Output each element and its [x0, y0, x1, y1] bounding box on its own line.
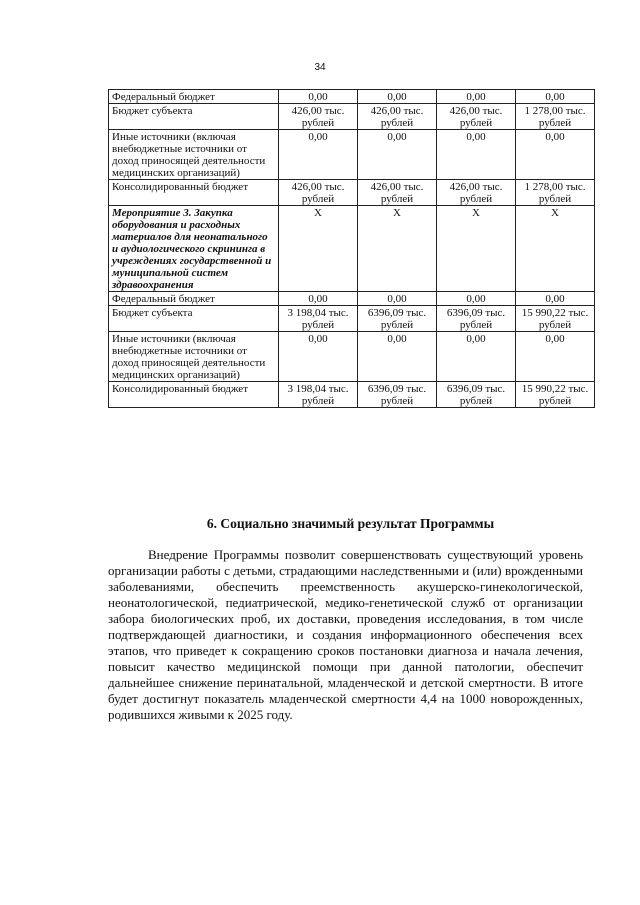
value-cell: 0,00 [437, 332, 516, 382]
value-cell: 15 990,22 тыс. рублей [516, 382, 595, 408]
budget-table-body [109, 90, 595, 408]
table-row [109, 306, 595, 332]
table-row [109, 130, 595, 180]
value-cell: 426,00 тыс. рублей [279, 104, 358, 130]
value-cell: 0,00 [358, 332, 437, 382]
row-label-cell: Федеральный бюджет [109, 90, 279, 104]
value-cell: 0,00 [437, 292, 516, 306]
value-cell: 426,00 тыс. рублей [358, 180, 437, 206]
value-cell: 0,00 [516, 90, 595, 104]
section-paragraph: Внедрение Программы позволит совершенствовать существующий уровень организации работы с детьми, страдающими наследственными и (или) врожденными заболеваниями, обеспечить преемственность акушерско-гинекологической, неонатологической, педиатрической, медико-генетической служб от организации забора биологических проб, их доставки, проведения исследования, в том числе подтверждающей диагностики, и создания информационного обеспечения всех этапов, что приведет к сокращению сроков постановки диагноза и начала лечения, повысит качество медицинской помощи при данной патологии, обеспечит дальнейшее снижение перинатальной, младенческой и детской смертности. В итоге будет достигнут показатель младенческой смертности 4,4 на 1000 новорожденных, родившихся живыми к 2025 году. [108, 547, 583, 722]
value-cell: Х [358, 206, 437, 292]
value-cell: 1 278,00 тыс. рублей [516, 180, 595, 206]
value-cell: 0,00 [358, 130, 437, 180]
value-cell: 3 198,04 тыс. рублей [279, 382, 358, 408]
table-row [109, 292, 595, 306]
value-cell: 0,00 [279, 130, 358, 180]
value-cell: 0,00 [358, 292, 437, 306]
value-cell: 0,00 [279, 292, 358, 306]
value-cell: Х [279, 206, 358, 292]
value-cell: 426,00 тыс. рублей [279, 180, 358, 206]
table-row [109, 382, 595, 408]
value-cell: 0,00 [279, 90, 358, 104]
value-cell: Х [516, 206, 595, 292]
measure-title-cell: Мероприятие 3. Закупка оборудования и расходных материалов для неонатального и аудиологического скрининга в учреждениях государственной и муниципальной систем здравоохранения [109, 206, 279, 292]
value-cell: Х [437, 206, 516, 292]
value-cell: 0,00 [516, 130, 595, 180]
table-row [109, 332, 595, 382]
row-label-cell: Консолидированный бюджет [109, 180, 279, 206]
value-cell: 0,00 [516, 292, 595, 306]
table-row [109, 180, 595, 206]
row-label-cell: Бюджет субъекта [109, 104, 279, 130]
row-label-cell: Бюджет субъекта [109, 306, 279, 332]
value-cell: 0,00 [516, 332, 595, 382]
value-cell: 6396,09 тыс. рублей [358, 382, 437, 408]
value-cell: 426,00 тыс. рублей [358, 104, 437, 130]
table-row [109, 206, 595, 292]
table-row [109, 90, 595, 104]
value-cell: 6396,09 тыс. рублей [437, 382, 516, 408]
table-row [109, 104, 595, 130]
value-cell: 6396,09 тыс. рублей [358, 306, 437, 332]
value-cell: 0,00 [437, 90, 516, 104]
value-cell: 3 198,04 тыс. рублей [279, 306, 358, 332]
budget-table [108, 89, 595, 408]
value-cell: 426,00 тыс. рублей [437, 104, 516, 130]
value-cell: 0,00 [279, 332, 358, 382]
row-label-cell: Иные источники (включая внебюджетные источники от доход приносящей деятельности медицинских организаций) [109, 332, 279, 382]
value-cell: 0,00 [437, 130, 516, 180]
value-cell: 426,00 тыс. рублей [437, 180, 516, 206]
row-label-cell: Иные источники (включая внебюджетные источники от доход приносящей деятельности медицинских организаций) [109, 130, 279, 180]
row-label-cell: Консолидированный бюджет [109, 382, 279, 408]
page-number: 34 [314, 62, 326, 73]
value-cell: 0,00 [358, 90, 437, 104]
value-cell: 15 990,22 тыс. рублей [516, 306, 595, 332]
value-cell: 1 278,00 тыс. рублей [516, 104, 595, 130]
section-heading: 6. Социально значимый результат Программы [206, 516, 495, 531]
row-label-cell: Федеральный бюджет [109, 292, 279, 306]
value-cell: 6396,09 тыс. рублей [437, 306, 516, 332]
